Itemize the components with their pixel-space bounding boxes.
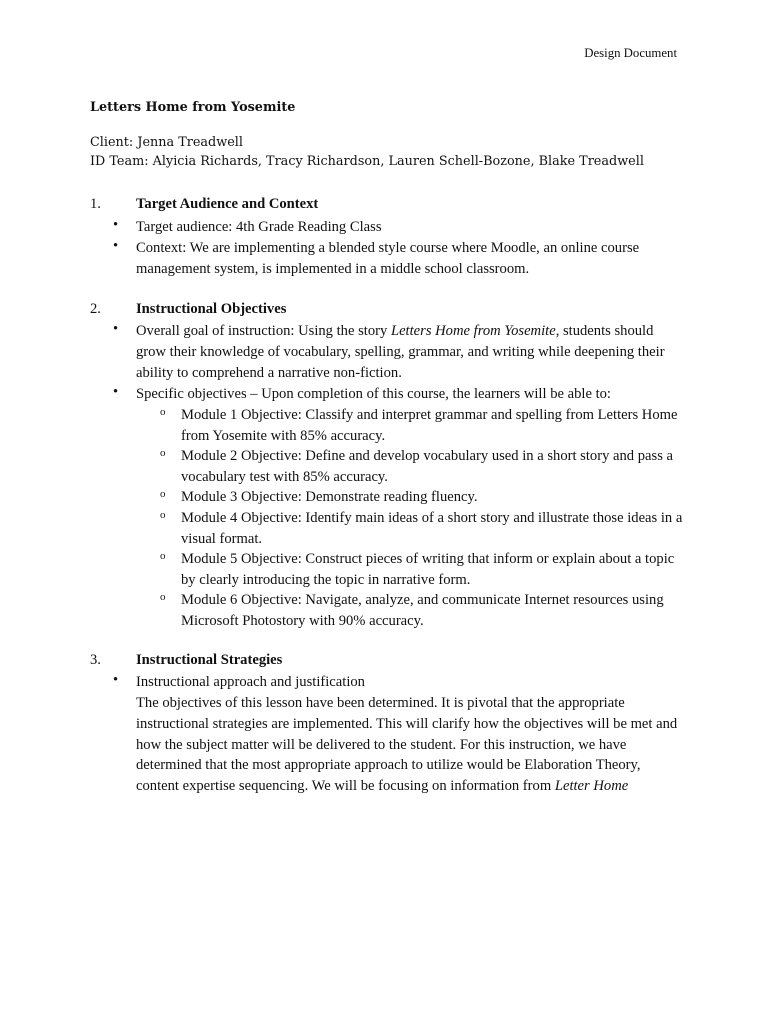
section-2-title: Instructional Objectives [136,301,287,317]
client-line: Client: Jenna Treadwell [90,135,243,150]
section-3-number: 3. [90,652,101,668]
bullet-text: Instructional approach and justification [136,674,365,690]
body-paragraph: The objectives of this lesson have been determined. It is pivotal that the appropriate instructional strategies are implemented. This will clarify how the objectives will be met and how the subject matter will be delivered to the student. For this instruction, we have determined that the most appropriate approach to utilize would be Elaboration Theory, content expertise sequencing. We will be focusing on information from Letter Home [136,695,678,795]
circle-bullet-icon: o [160,591,166,603]
section-1-title: Target Audience and Context [136,196,319,212]
running-header: Design Document [584,46,677,60]
objective-text: Module 1 Objective: Classify and interpret grammar and spelling from Letters Home from Yosemite with 85% accuracy. [181,407,678,444]
bullet-icon: • [113,672,119,688]
section-3-title: Instructional Strategies [136,652,283,668]
id-team-line: ID Team: Alyicia Richards, Tracy Richardson, Lauren Schell-Bozone, Blake Treadwell [90,154,644,169]
circle-bullet-icon: o [160,488,166,500]
circle-bullet-icon: o [160,509,166,521]
bullet-text: Target audience: 4th Grade Reading Class [136,219,382,235]
bullet-text: Overall goal of instruction: Using the story Letters Home from Yosemite, students should grow their knowledge of vocabulary, spelling, grammar, and writing while deepening their ability to comprehend a narrative non-fiction. [136,323,665,381]
circle-bullet-icon: o [160,447,166,459]
bullet-text: Specific objectives – Upon completion of this course, the learners will be able to: [136,386,611,402]
objective-text: Module 6 Objective: Navigate, analyze, and communicate Internet resources using Microsoft Photostory with 90% accuracy. [181,592,664,629]
circle-bullet-icon: o [160,550,166,562]
objective-text: Module 3 Objective: Demonstrate reading fluency. [181,489,478,505]
bullet-text: Context: We are implementing a blended style course where Moodle, an online course management system, is implemented in a middle school classroom. [136,240,640,277]
section-1-number: 1. [90,196,101,212]
objective-text: Module 4 Objective: Identify main ideas of a short story and illustrate those ideas in a visual format. [181,510,683,547]
document-title: Letters Home from Yosemite [90,100,296,115]
circle-bullet-icon: o [160,406,166,418]
bullet-icon: • [113,321,119,337]
objective-text: Module 5 Objective: Construct pieces of writing that inform or explain about a topic by clearly introducing the topic in narrative form. [181,551,675,588]
bullet-icon: • [113,384,119,400]
objective-text: Module 2 Objective: Define and develop vocabulary used in a short story and pass a vocabulary test with 85% accuracy. [181,448,673,485]
bullet-icon: • [113,238,119,254]
section-2-number: 2. [90,301,101,317]
story-title: Letters Home from Yosemite [390,323,556,339]
bullet-icon: • [113,217,119,233]
story-title: Letter Home [554,778,629,795]
